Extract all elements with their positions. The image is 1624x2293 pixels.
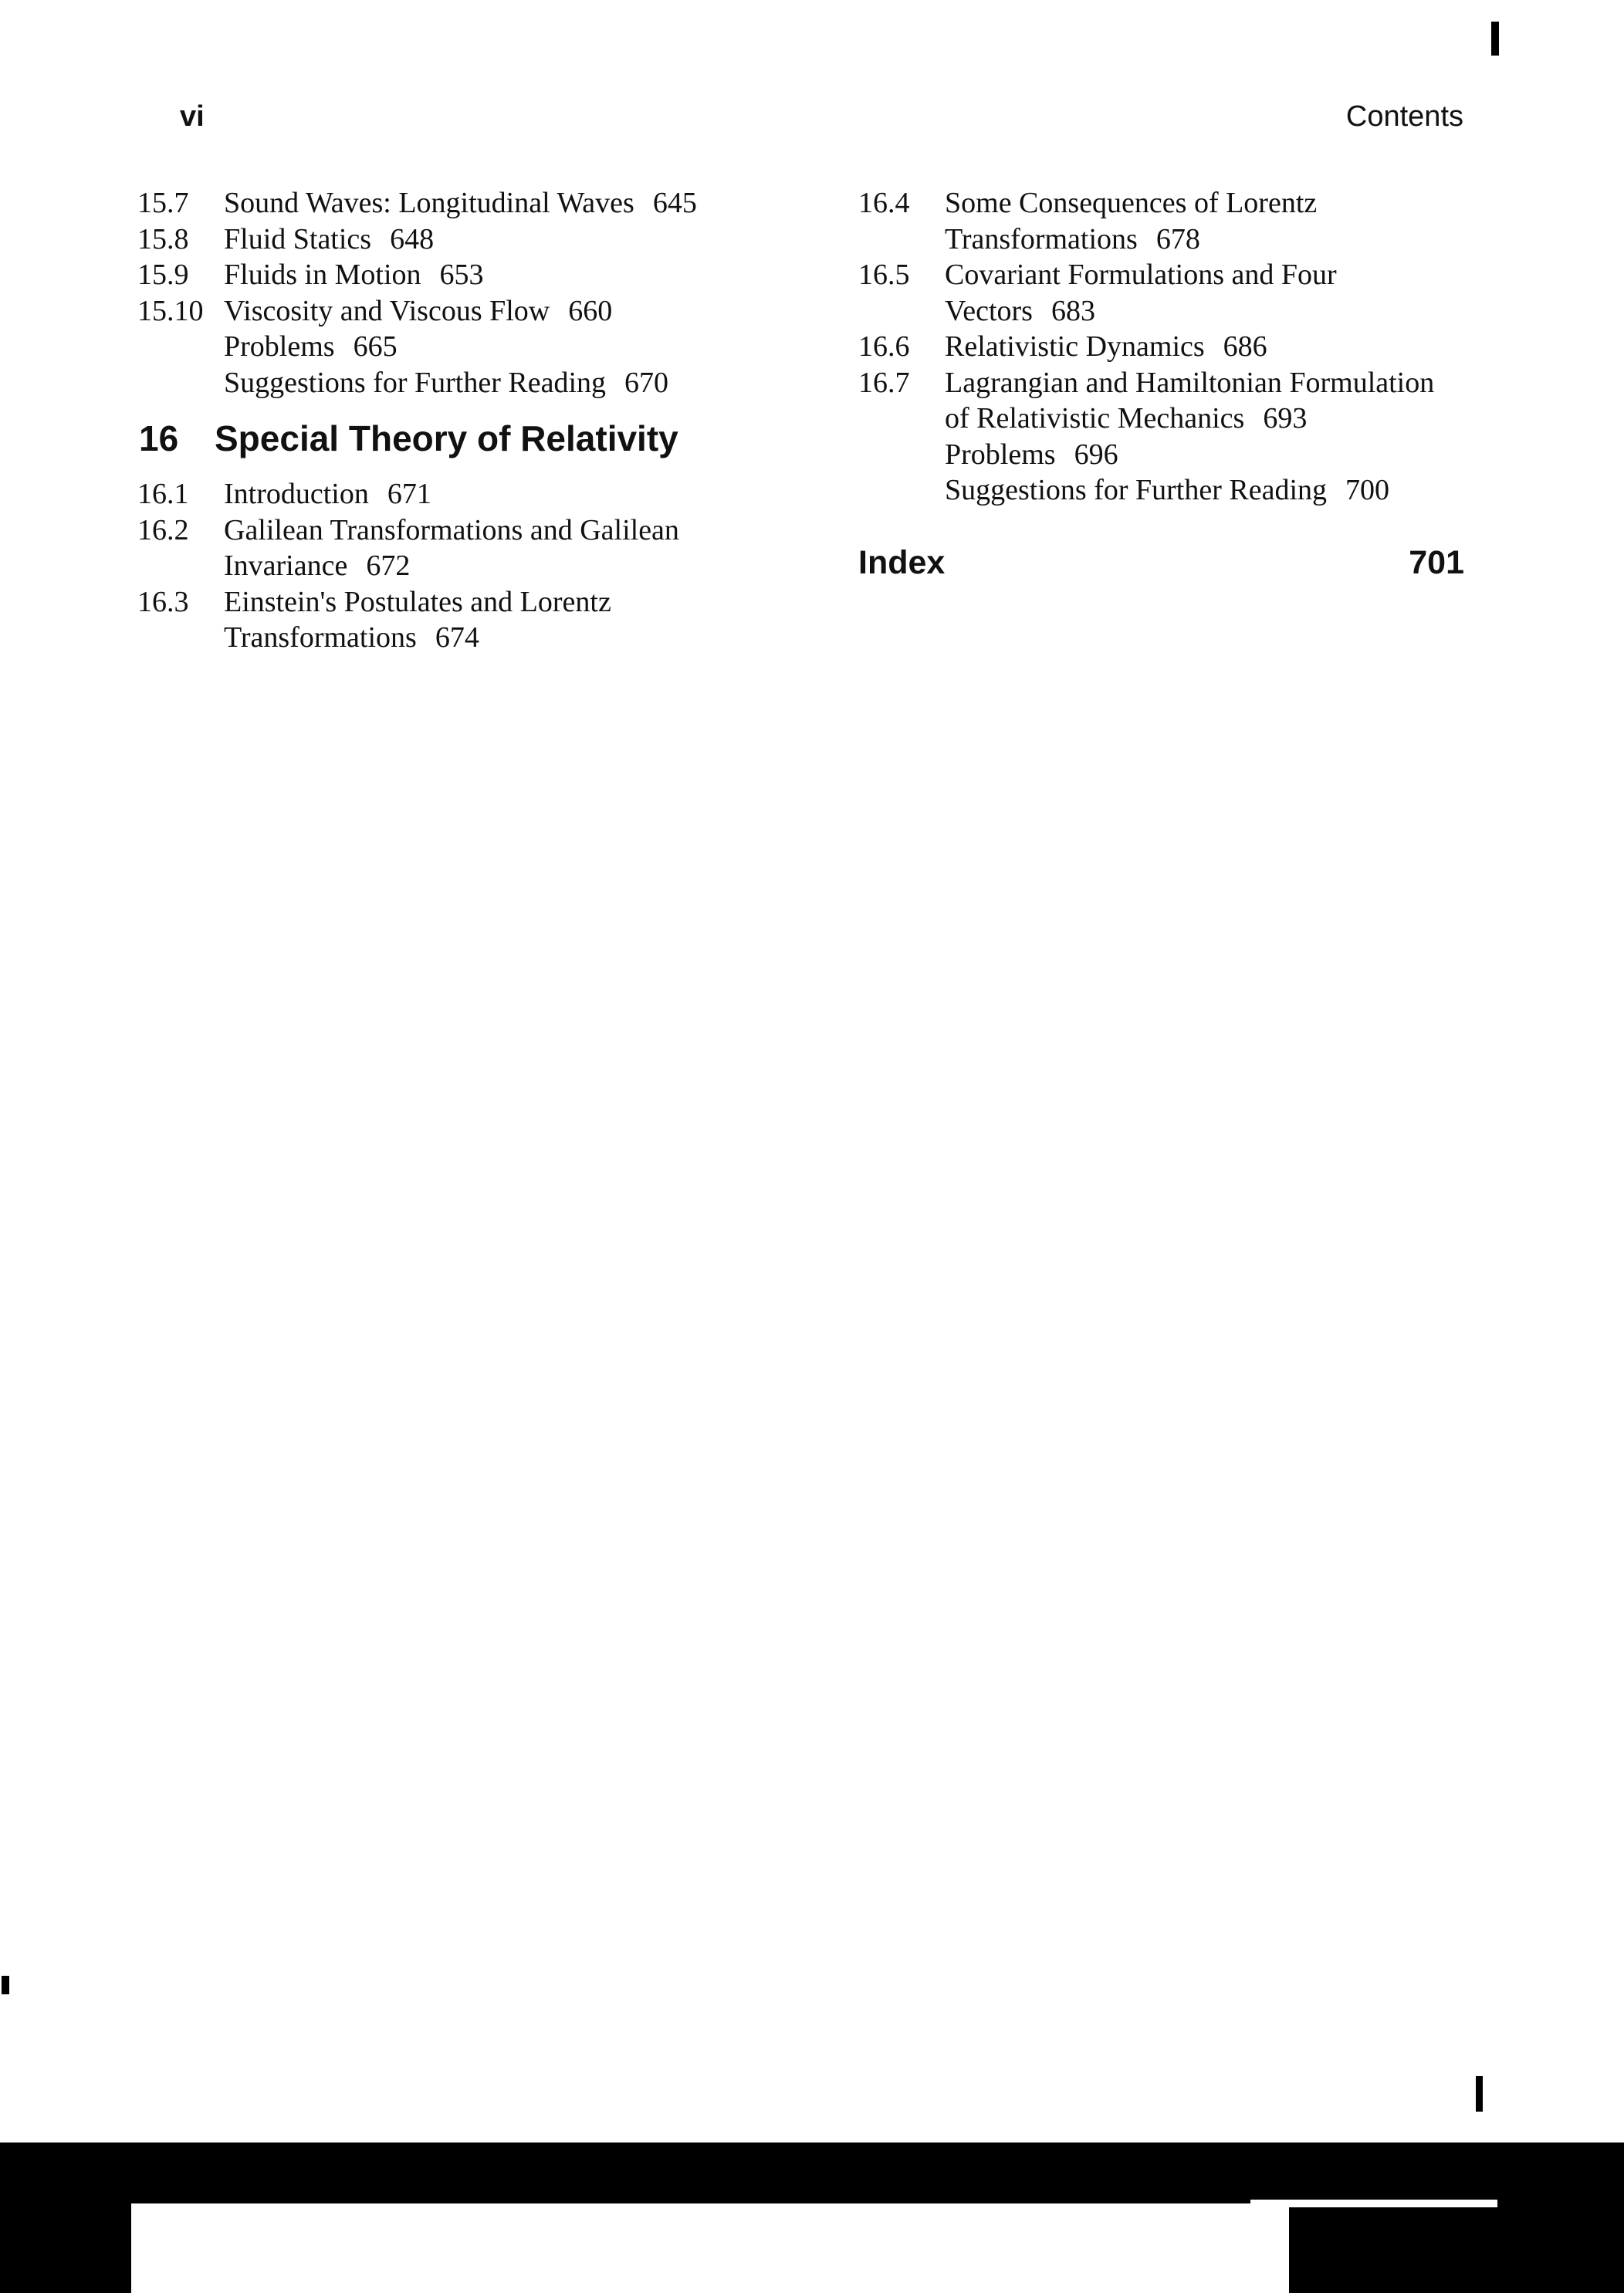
section-title: Covariant Formulations and Four	[945, 259, 1337, 291]
section-title: Galilean Transformations and Galilean	[224, 513, 679, 546]
page-ref: 670	[624, 366, 669, 399]
page-ref: 648	[390, 222, 435, 255]
section-title: Relativistic Dynamics	[945, 330, 1205, 363]
index-label: Index	[858, 544, 946, 581]
toc-entry-problems-16[interactable]	[858, 437, 1476, 473]
scan-mark-bottom-right	[1476, 2076, 1483, 2112]
scan-mark-top-right	[1491, 22, 1499, 56]
section-number: 16.2	[137, 513, 189, 546]
page-ref: 660	[568, 294, 613, 327]
section-title-cont: Transformations	[224, 621, 417, 654]
toc-entry-15-8[interactable]	[137, 222, 786, 258]
section-title-cont: Invariance	[224, 550, 348, 582]
toc-entry-16-5[interactable]	[858, 257, 1476, 329]
scan-white-strip	[1250, 2200, 1497, 2207]
scan-white-gap	[131, 2203, 1289, 2293]
section-number: 16.6	[858, 330, 910, 363]
page-ref: 674	[435, 621, 479, 654]
section-title: Viscosity and Viscous Flow	[224, 294, 550, 327]
page-ref: 671	[387, 478, 431, 510]
section-title: Problems	[945, 438, 1056, 471]
section-number: 15.9	[137, 259, 189, 291]
section-number: 16.5	[858, 259, 910, 291]
toc-entry-16-1[interactable]	[137, 476, 786, 512]
toc-entry-15-7[interactable]	[137, 185, 786, 222]
section-title: Introduction	[224, 478, 369, 510]
section-title-cont: Vectors	[945, 294, 1033, 327]
page-ref: 700	[1345, 474, 1390, 506]
toc-entry-15-9[interactable]	[137, 257, 786, 293]
toc-entry-16-4[interactable]	[858, 185, 1476, 257]
page-ref: 672	[366, 550, 411, 582]
section-title: Einstein's Postulates and Lorentz	[224, 585, 611, 618]
section-number: 15.8	[137, 222, 189, 255]
toc-entry-further-reading-16[interactable]	[858, 472, 1476, 509]
toc-right-column	[858, 185, 1476, 509]
chapter-heading-16[interactable]	[137, 418, 786, 462]
page-ref: 645	[652, 187, 697, 219]
section-number: 16.7	[858, 366, 910, 399]
section-title: Fluid Statics	[224, 222, 372, 255]
page-number: vi	[180, 100, 205, 133]
index-page-ref: 701	[1409, 544, 1464, 581]
scan-mark-left	[2, 1976, 9, 1994]
section-title-cont: of Relativistic Mechanics	[945, 402, 1245, 435]
section-title: Suggestions for Further Reading	[945, 474, 1328, 506]
section-title: Problems	[224, 330, 335, 363]
chapter-title: Special Theory of Relativity	[215, 418, 678, 458]
toc-entry-16-3[interactable]	[137, 584, 786, 656]
section-number: 15.10	[137, 294, 204, 327]
page-ref: 696	[1074, 438, 1118, 471]
section-title: Suggestions for Further Reading	[224, 366, 607, 399]
chapter-number: 16	[139, 418, 179, 458]
section-number: 16.3	[137, 585, 189, 618]
section-title: Fluids in Motion	[224, 259, 421, 291]
page-ref: 686	[1223, 330, 1267, 363]
page-ref: 653	[439, 259, 484, 291]
toc-entry-15-10[interactable]	[137, 293, 786, 330]
toc-entry-further-reading-15[interactable]	[137, 365, 786, 401]
running-title: Contents	[1345, 100, 1463, 133]
toc-left-column	[137, 185, 786, 656]
section-title-cont: Transformations	[945, 222, 1138, 255]
section-title: Some Consequences of Lorentz	[945, 187, 1318, 219]
section-number: 16.1	[137, 478, 189, 510]
toc-entry-problems-15[interactable]	[137, 329, 786, 365]
page-ref: 678	[1155, 222, 1200, 255]
page-ref: 683	[1051, 294, 1095, 327]
toc-entry-16-2[interactable]	[137, 512, 786, 584]
toc-entry-16-6[interactable]	[858, 329, 1476, 365]
page-ref: 665	[353, 330, 398, 363]
section-number: 15.7	[137, 187, 189, 219]
section-title: Sound Waves: Longitudinal Waves	[224, 187, 634, 219]
section-title: Lagrangian and Hamiltonian Formulation	[945, 366, 1435, 399]
page-ref: 693	[1263, 402, 1308, 435]
toc-entry-16-7[interactable]	[858, 365, 1476, 437]
section-number: 16.4	[858, 187, 910, 219]
